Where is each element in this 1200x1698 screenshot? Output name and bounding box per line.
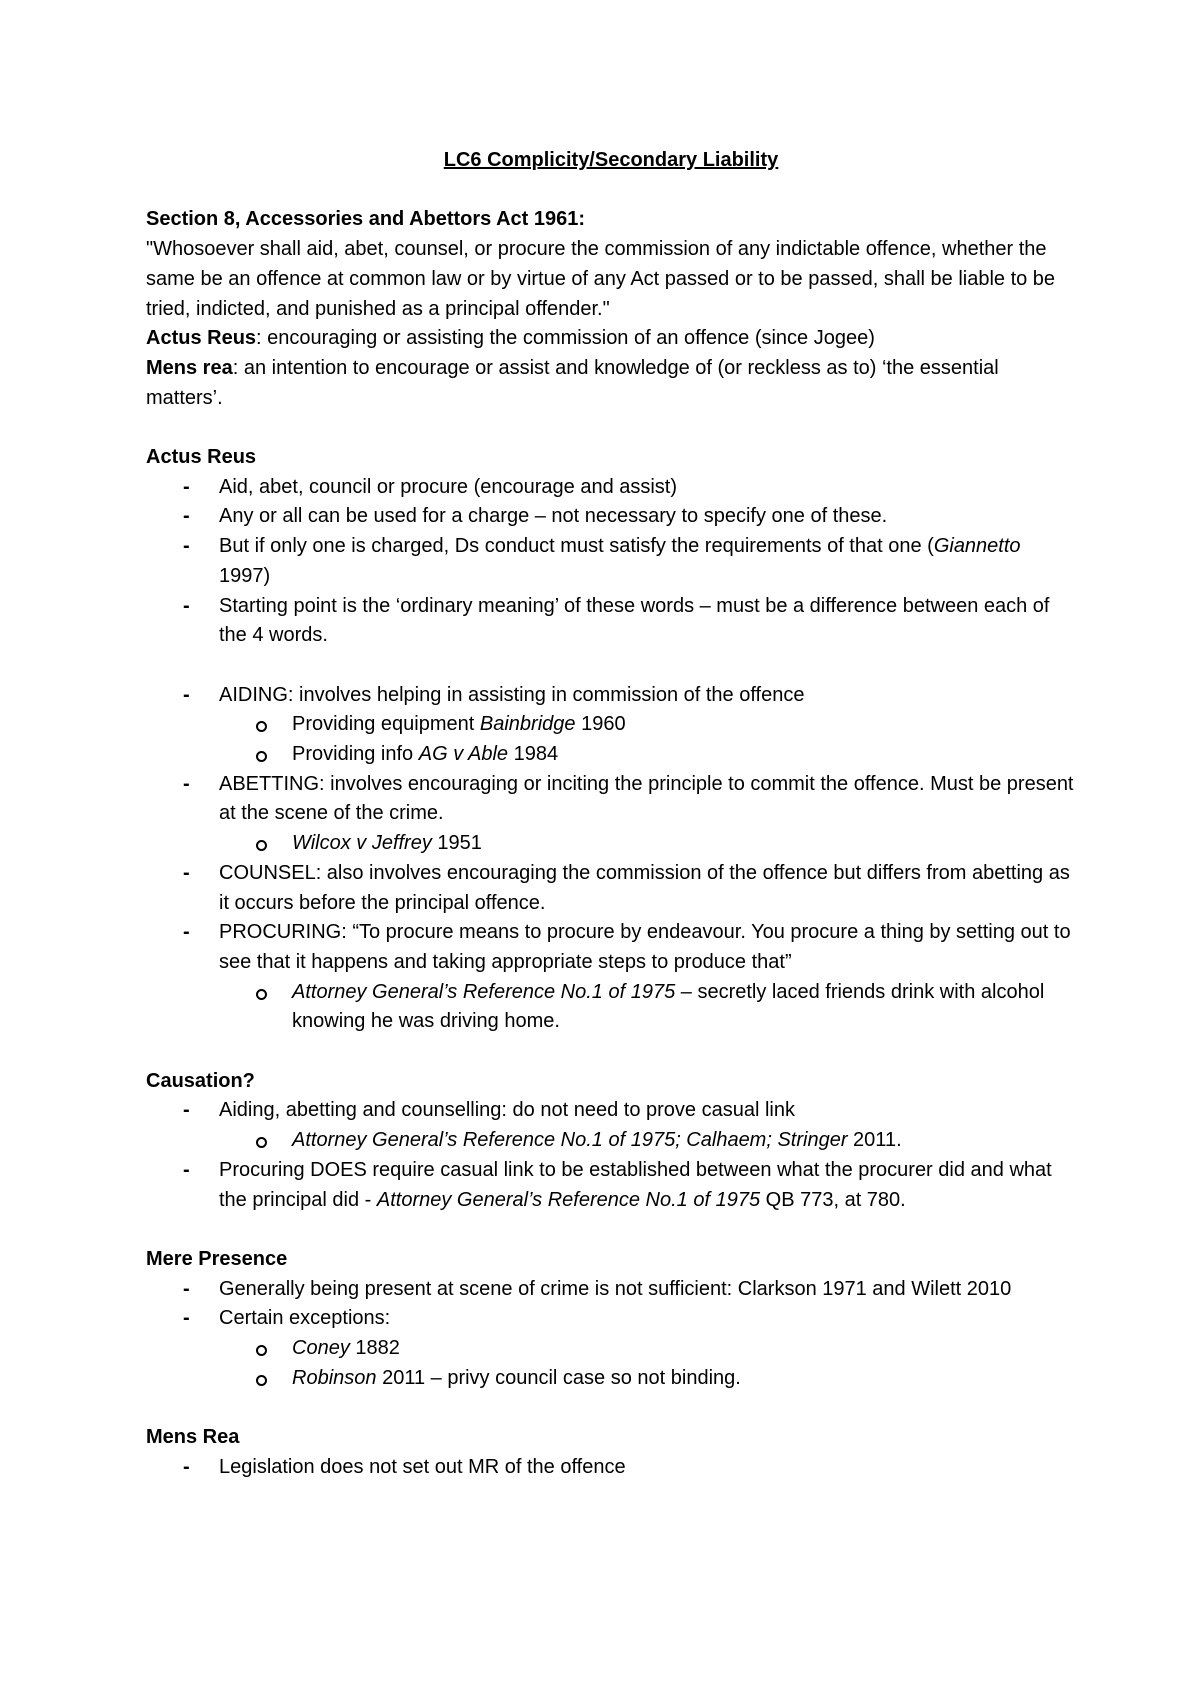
case-year: 1984	[508, 743, 559, 766]
list-item-text: Procuring DOES require casual link to be established between what the procurer did and what the principal did -	[219, 1158, 1052, 1211]
list-item-text: AIDING: involves helping in assisting in commission of the offence	[219, 683, 805, 706]
list-item-abetting	[146, 770, 1076, 859]
case-name: Wilcox v Jeffrey	[292, 832, 432, 855]
case-year: 1960	[575, 713, 626, 736]
sub-list-item	[219, 1334, 1076, 1364]
list-item-procuring	[146, 918, 1076, 1037]
case-name: Robinson	[292, 1366, 377, 1389]
spacer	[146, 651, 1076, 681]
document-title: LC6 Complicity/Secondary Liability	[443, 149, 779, 171]
spacer	[146, 1393, 1076, 1423]
list-item: - Aid, abet, council or procure (encourage and assist)	[146, 473, 1076, 503]
actus-reus-label: Actus Reus	[146, 327, 257, 350]
list-item-text: Providing equipment	[292, 713, 480, 736]
list-item-text: Aiding, abetting and counselling: do not need to prove casual link	[219, 1099, 795, 1122]
list-item: - Legislation does not set out MR of the offence	[146, 1453, 1076, 1483]
list-item-text: But if only one is charged, Ds conduct must satisfy the requirements of that one (	[219, 535, 934, 558]
list-item-text: ABETTING: involves encouraging or inciting the principle to commit the offence. Must be present at the scene of the crime.	[219, 772, 1074, 825]
sub-list-item	[219, 1364, 1076, 1394]
case-year: 1951	[431, 832, 482, 855]
case-name: Attorney General’s Reference No.1 of 1975; Calhaem; Stringer	[292, 1129, 848, 1152]
mens-rea-definition	[146, 354, 1076, 413]
document-page	[146, 146, 1076, 1483]
list-item-text: Providing info	[292, 743, 419, 766]
sub-list-item	[219, 978, 1076, 1037]
case-name: Coney	[292, 1337, 350, 1360]
mens-rea-label: Mens rea	[146, 356, 233, 379]
sub-list-item	[219, 710, 1076, 740]
section-heading-mens-rea: Mens Rea	[146, 1426, 240, 1449]
sub-list	[219, 1334, 1076, 1393]
list-item-text: 1997)	[219, 564, 271, 587]
sub-list-item	[219, 740, 1076, 770]
list-item-counsel: - COUNSEL: also involves encouraging the commission of the offence but differs from abetting as it occurs before the principal offence.	[146, 859, 1076, 918]
list-item-text: PROCURING: “To procure means to procure by endeavour. You procure a thing by setting out to see that it happens and taking appropriate steps to produce that”	[219, 921, 1071, 973]
actus-reus-definition	[146, 324, 1076, 354]
sub-list	[219, 829, 1076, 859]
list-item: - Starting point is the ‘ordinary meaning’ of these words – must be a difference between each of the 4 words.	[146, 592, 1076, 651]
list-item-text: – secretly laced friends drink with alcohol knowing he was driving home.	[292, 980, 1045, 1033]
sub-list-item	[219, 1126, 1076, 1156]
statute-quote: "Whosoever shall aid, abet, counsel, or procure the commission of any indictable offence, whether the same be an offence at common law or by virtue of any Act passed or to be passed, shall be liable to be tried, indicted, and punished as a principal offender."	[146, 238, 1056, 320]
actus-reus-types-list	[146, 681, 1076, 1037]
case-name: Bainbridge	[479, 713, 576, 736]
sub-list	[219, 1126, 1076, 1156]
section-heading-mere-presence: Mere Presence	[146, 1247, 288, 1270]
list-item	[146, 532, 1076, 591]
section-heading-actus-reus: Actus Reus	[146, 446, 257, 468]
list-item-text: 2011 – privy council case so not binding.	[376, 1366, 741, 1389]
case-year: 1882	[349, 1337, 400, 1360]
case-name: Giannetto	[933, 535, 1021, 558]
actus-reus-text: : encouraging or assisting the commission of an offence (since Jogee)	[256, 327, 875, 350]
mere-presence-list	[146, 1275, 1076, 1394]
list-item	[146, 1096, 1076, 1155]
sub-list	[219, 710, 1076, 769]
sub-list	[219, 978, 1076, 1037]
case-name: Attorney General’s Reference No.1 of 1975	[292, 980, 676, 1003]
list-item-text: Certain exceptions:	[219, 1307, 391, 1330]
list-item-text: QB 773, at 780.	[760, 1188, 906, 1211]
list-item: - Any or all can be used for a charge – not necessary to specify one of these.	[146, 502, 1076, 532]
sub-list-item	[219, 829, 1076, 859]
list-item	[146, 1304, 1076, 1393]
case-name: AG v Able	[418, 743, 509, 766]
section-heading-causation: Causation?	[146, 1069, 255, 1092]
mens-rea-list	[146, 1453, 1076, 1483]
spacer	[146, 413, 1076, 443]
case-year: 2011.	[847, 1129, 902, 1152]
list-item-aiding	[146, 681, 1076, 770]
case-name: Attorney General’s Reference No.1 of 1975	[376, 1188, 761, 1211]
spacer	[146, 1037, 1076, 1067]
mens-rea-text: : an intention to encourage or assist and knowledge of (or reckless as to) ‘the essential matters’.	[146, 356, 999, 409]
list-item	[146, 1156, 1076, 1215]
causation-list	[146, 1096, 1076, 1215]
actus-reus-list	[146, 473, 1076, 651]
list-item: - Generally being present at scene of crime is not sufficient: Clarkson 1971 and Wilett 2010	[146, 1275, 1076, 1305]
spacer	[146, 1215, 1076, 1245]
statute-heading: Section 8, Accessories and Abettors Act 1961:	[146, 208, 586, 231]
